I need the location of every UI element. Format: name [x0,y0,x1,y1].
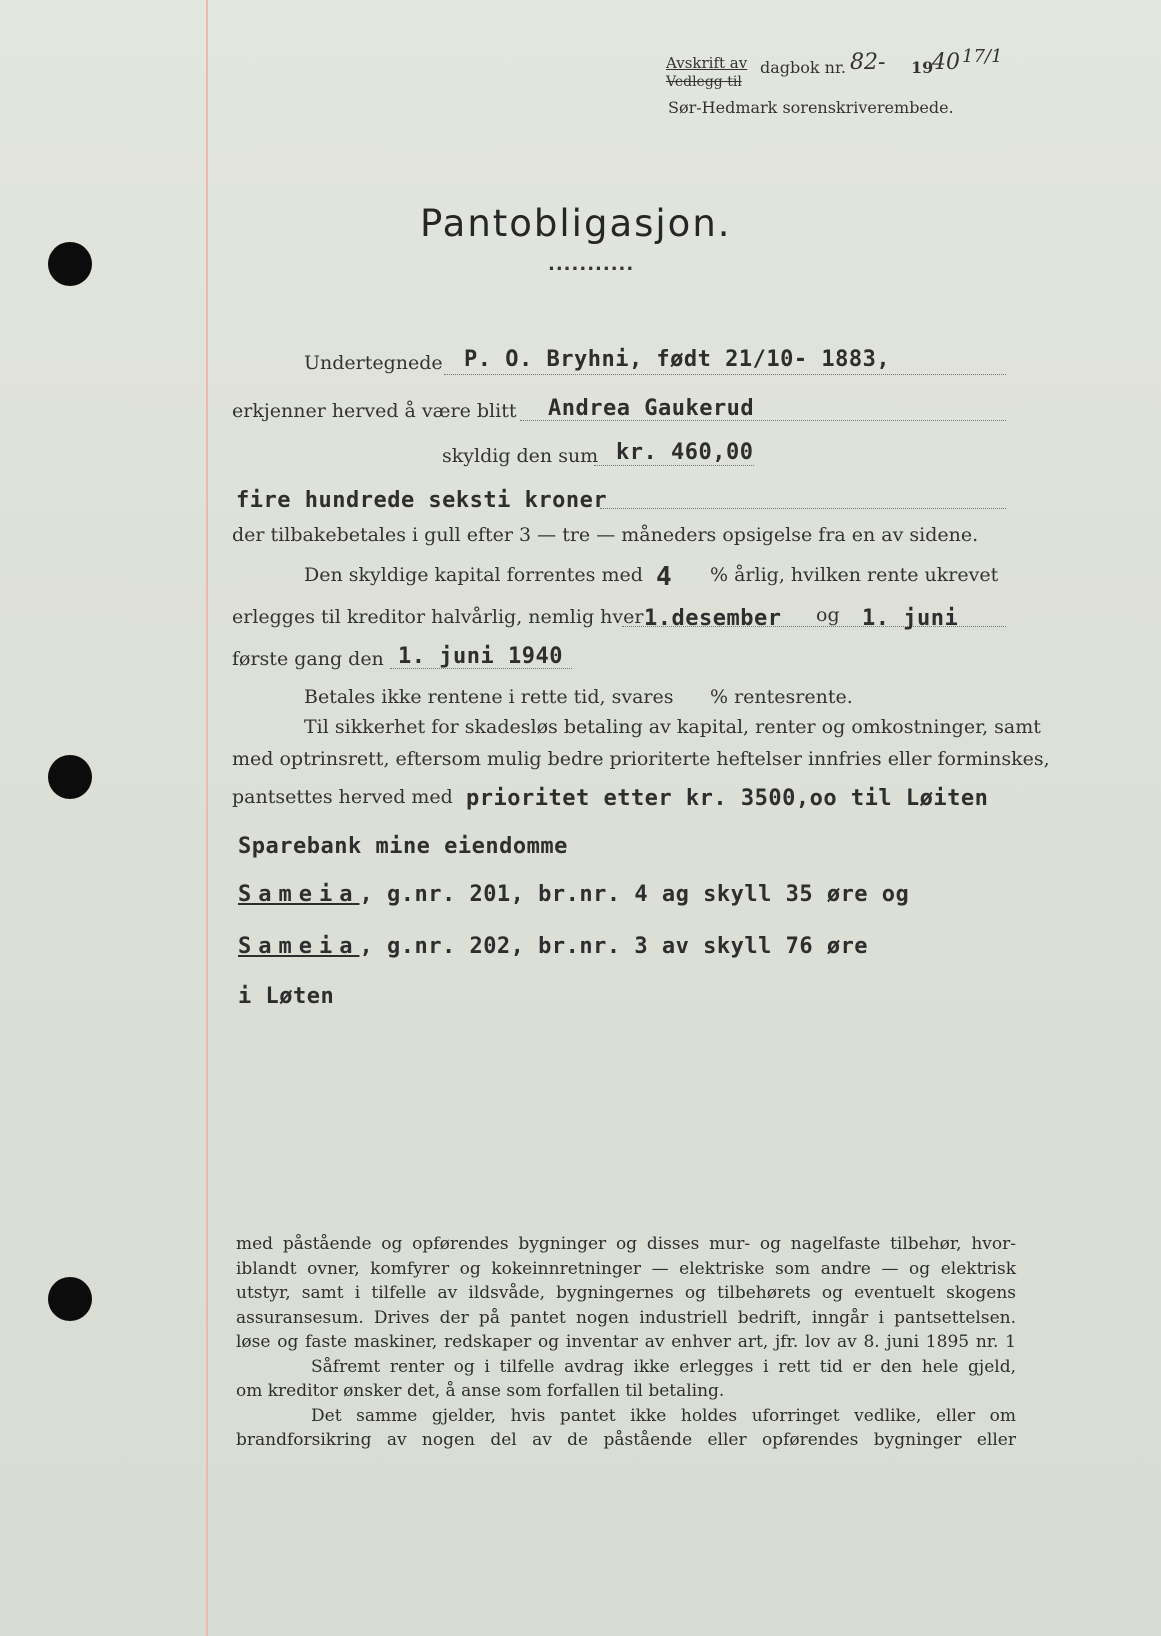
payment-date-2: 1. juni [862,606,959,631]
margin-rule [206,0,208,1636]
og-text: og [816,604,840,626]
creditor-name: Andrea Gaukerud [548,396,755,421]
undertegnede-label: Undertegnede [304,352,443,374]
property-2-details: , g.nr. 202, br.nr. 3 av skyll 76 øre [359,934,869,959]
skyldig-label: skyldig den sum [442,445,599,467]
priority-text: prioritet etter kr. 3500,oo til Løiten [466,786,989,811]
document-title: Pantobligasjon. [420,202,732,245]
repayment-terms: der tilbakebetales i gull efter 3 — tre — måneders opsigelse fra en av sidene. [232,524,979,546]
clause-line: om kreditor ønsker det, å anse som forfallen til betaling. [236,1381,725,1401]
title-dots: ........... [548,254,635,275]
security-line-2: med optrinsrett, eftersom mulig bedre prioriterte heftelser innfries eller forminskes, [232,748,1050,770]
clause-line: assuransesum. Drives der på pantet nogen industriell bedrift, inngår i pantsettelsen. [236,1307,1016,1328]
interest-post: % årlig, hvilken rente ukrevet [710,564,999,586]
header-vedlegg: Vedlegg til [666,74,742,90]
property-2 [238,934,868,959]
security-line-1: Til sikkerhet for skadesløs betaling av kapital, renter og omkostninger, samt [304,716,1041,738]
clause-line: Såfremt renter og i tilfelle avdrag ikke erlegges i rett tid er den hele gjeld, [311,1356,1016,1377]
bottom-clauses [236,1232,1016,1453]
betales-label: Betales ikke rentene i rette tid, svares [304,686,674,708]
betales-post: % rentesrente. [710,686,853,708]
clause-line: iblandt ovner, komfyrer og kokeinnretninger — elektriske som andre — og elektrisk [236,1258,1016,1279]
date-handwritten: 17/1 [962,46,1003,67]
first-payment-date: 1. juni 1940 [398,644,563,669]
clause-line: løse og faste maskiner, redskaper og inventar av enhver art, jfr. lov av 8. juni 1895 nr. 1 [236,1332,1016,1352]
clause-line: Det samme gjelder, hvis pantet ikke holdes uforringet vedlike, eller om [311,1405,1016,1426]
punch-hole [48,242,92,286]
clause-line: med påstående og opførendes bygninger og disses mur- og nagelfaste tilbehør, hvor- [236,1234,1016,1254]
property-1 [238,882,909,907]
punch-hole [48,755,92,799]
avskrift-label: Avskrift av [666,54,748,72]
undertegnede-value: P. O. Bryhni, født 21/10- 1883, [464,347,891,372]
forste-label: første gang den [232,648,384,670]
year-handwritten: 40 [932,50,960,75]
property-1-details: , g.nr. 201, br.nr. 4 ag skyll 35 øre og [359,882,910,907]
interest-label: Den skyldige kapital forrentes med [304,564,643,586]
leader-line [444,374,1006,375]
year-prefix: 19 [911,58,934,77]
amount-value: kr. 460,00 [616,440,754,465]
office-name: Sør-Hedmark sorenskriverembede. [668,98,954,117]
property-1-name: Sameia [238,882,360,907]
punch-hole [48,1277,92,1321]
typed-line-loten: i Løten [238,984,335,1009]
clause-line: brandforsikring av nogen del av de påstående eller opførendes bygninger eller [236,1430,1016,1450]
leader-line [594,465,754,466]
header-avskrift [666,54,747,72]
typed-line-sparebank: Sparebank mine eiendomme [238,834,568,859]
clause-line: utstyr, samt i tilfelle av ildsvåde, bygningernes og tilbehørets og eventuelt skogens [236,1283,1016,1303]
pantsettes-label: pantsettes herved med [232,786,453,808]
dagbok-label: dagbok nr. [760,58,846,77]
erkjenner-label: erkjenner herved å være blitt [232,400,517,422]
leader-line [600,508,1006,509]
amount-words: fire hundrede seksti kroner [236,488,608,513]
payment-date-1: 1.desember [644,606,782,631]
interest-rate: 4 [656,562,673,592]
erlegges-label: erlegges til kreditor halvårlig, nemlig hver [232,606,644,628]
property-2-name: Sameia [238,934,360,959]
dagbok-number: 82- [850,50,886,75]
